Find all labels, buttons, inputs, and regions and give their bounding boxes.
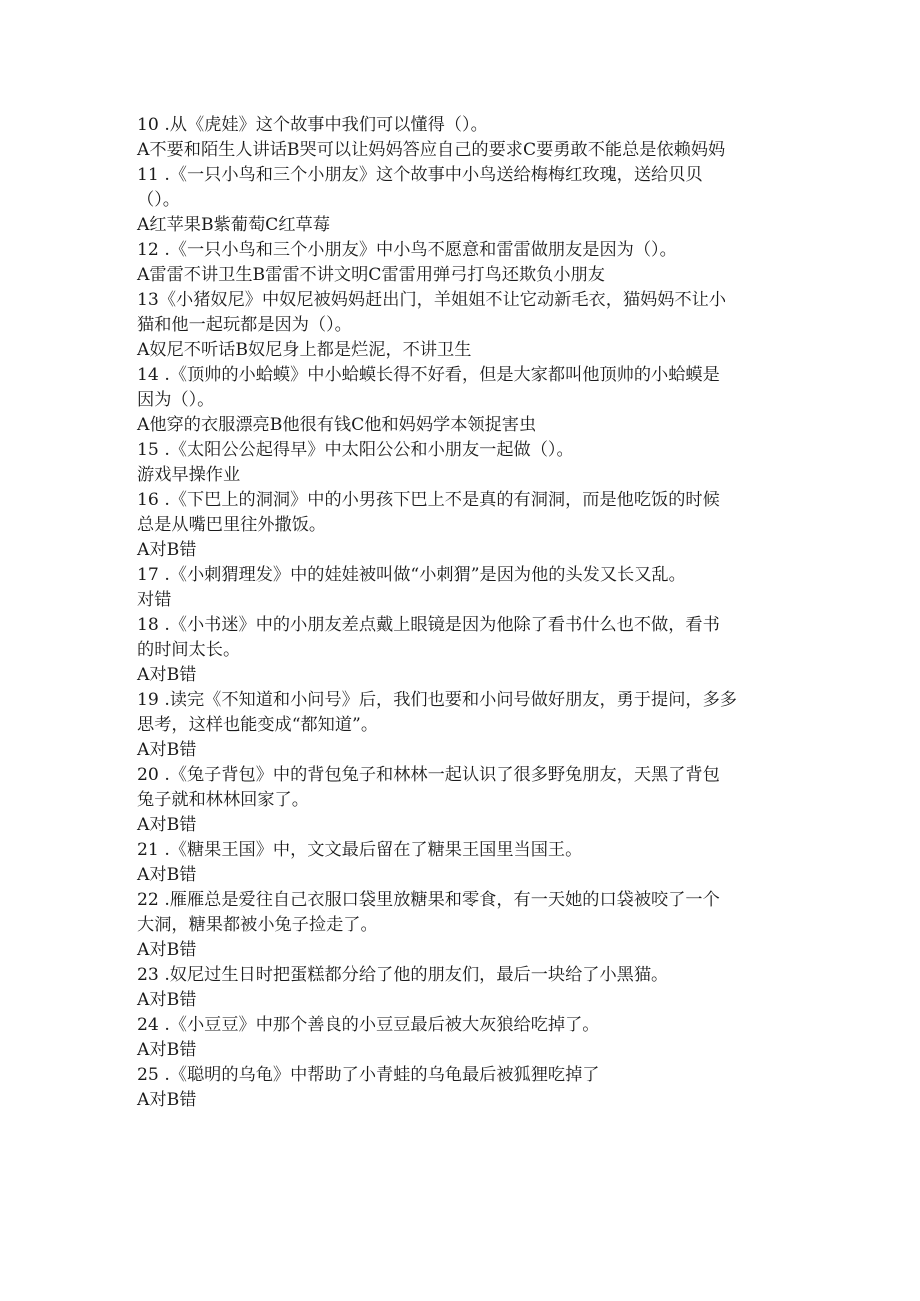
- question-12-text: 12 .《一只小鸟和三个小朋友》中小鸟不愿意和雷雷做朋友是因为（）。: [137, 240, 677, 260]
- question-21-text: 21 .《糖果王国》中，文文最后留在了糖果王国里当国王。: [137, 840, 583, 860]
- question-24-options: A对B错: [137, 1040, 197, 1060]
- question-13-options: A奴尼不听话B奴尼身上都是烂泥，不讲卫生: [137, 340, 472, 360]
- question-12-options: A雷雷不讲卫生B雷雷不讲文明C雷雷用弹弓打鸟还欺负小朋友: [137, 265, 605, 285]
- question-13-text-cont: 猫和他一起玩都是因为（）。: [137, 315, 352, 335]
- question-10-options: A不要和陌生人讲话B哭可以让妈妈答应自己的要求C要勇敢不能总是依赖妈妈: [137, 140, 726, 160]
- question-16-text-cont: 总是从嘴巴里往外撒饭。: [137, 515, 327, 535]
- question-17-text: 17 .《小刺猬理发》中的娃娃被叫做“小刺猬”是因为他的头发又长又乱。: [137, 565, 686, 585]
- question-22-options: A对B错: [137, 940, 197, 960]
- question-23-text: 23 .奴尼过生日时把蛋糕都分给了他的朋友们，最后一块给了小黑猫。: [137, 965, 669, 985]
- question-18-text-cont: 的时间太长。: [137, 640, 241, 660]
- question-24-text: 24 .《小豆豆》中那个善良的小豆豆最后被大灰狼给吃掉了。: [137, 1015, 600, 1035]
- question-22-text-cont: 大洞，糖果都被小兔子捡走了。: [137, 915, 378, 935]
- question-14-text-cont: 因为（）。: [137, 390, 215, 410]
- question-13-text: 13《小猪奴尼》中奴尼被妈妈赶出门，羊姐姐不让它动新毛衣，猫妈妈不让小: [137, 290, 727, 310]
- question-10-text: 10 .从《虎娃》这个故事中我们可以懂得（）。: [137, 115, 488, 135]
- question-16-options: A对B错: [137, 540, 197, 560]
- question-15-options: 游戏早操作业: [137, 465, 241, 485]
- question-20-text-cont: 兔子就和林林回家了。: [137, 790, 309, 810]
- question-11-text: 11 .《一只小鸟和三个小朋友》这个故事中小鸟送给梅梅红玫瑰，送给贝贝: [137, 165, 703, 185]
- question-19-options: A对B错: [137, 740, 197, 760]
- question-18-text: 18 .《小书迷》中的小朋友差点戴上眼镜是因为他除了看书什么也不做，看书: [137, 615, 720, 635]
- question-19-text-cont: 思考，这样也能变成“都知道”。: [137, 715, 379, 735]
- question-18-options: A对B错: [137, 665, 197, 685]
- question-25-text: 25 .《聪明的乌龟》中帮助了小青蛙的乌龟最后被狐狸吃掉了: [137, 1065, 600, 1085]
- question-19-text: 19 .读完《不知道和小问号》后，我们也要和小问号做好朋友，勇于提问，多多: [137, 690, 737, 710]
- question-14-text: 14 .《顶帅的小蛤蟆》中小蛤蟆长得不好看，但是大家都叫他顶帅的小蛤蟆是: [137, 365, 720, 385]
- question-23-options: A对B错: [137, 990, 197, 1010]
- question-11-text-cont: （）。: [137, 190, 180, 210]
- question-25-options: A对B错: [137, 1090, 197, 1110]
- question-17-options: 对错: [137, 590, 172, 610]
- question-21-options: A对B错: [137, 865, 197, 885]
- question-16-text: 16 .《下巴上的洞洞》中的小男孩下巴上不是真的有洞洞，而是他吃饭的时候: [137, 490, 720, 510]
- question-14-options: A他穿的衣服漂亮B他很有钱C他和妈妈学本领捉害虫: [137, 415, 537, 435]
- question-20-options: A对B错: [137, 815, 197, 835]
- question-list: [137, 113, 797, 1113]
- question-22-text: 22 .雁雁总是爱往自己衣服口袋里放糖果和零食，有一天她的口袋被咬了一个: [137, 890, 720, 910]
- question-11-options: A红苹果B紫葡萄C红草莓: [137, 215, 330, 235]
- question-20-text: 20 .《兔子背包》中的背包兔子和林林一起认识了很多野兔朋友，天黑了背包: [137, 765, 720, 785]
- question-15-text: 15 .《太阳公公起得早》中太阳公公和小朋友一起做（）。: [137, 440, 574, 460]
